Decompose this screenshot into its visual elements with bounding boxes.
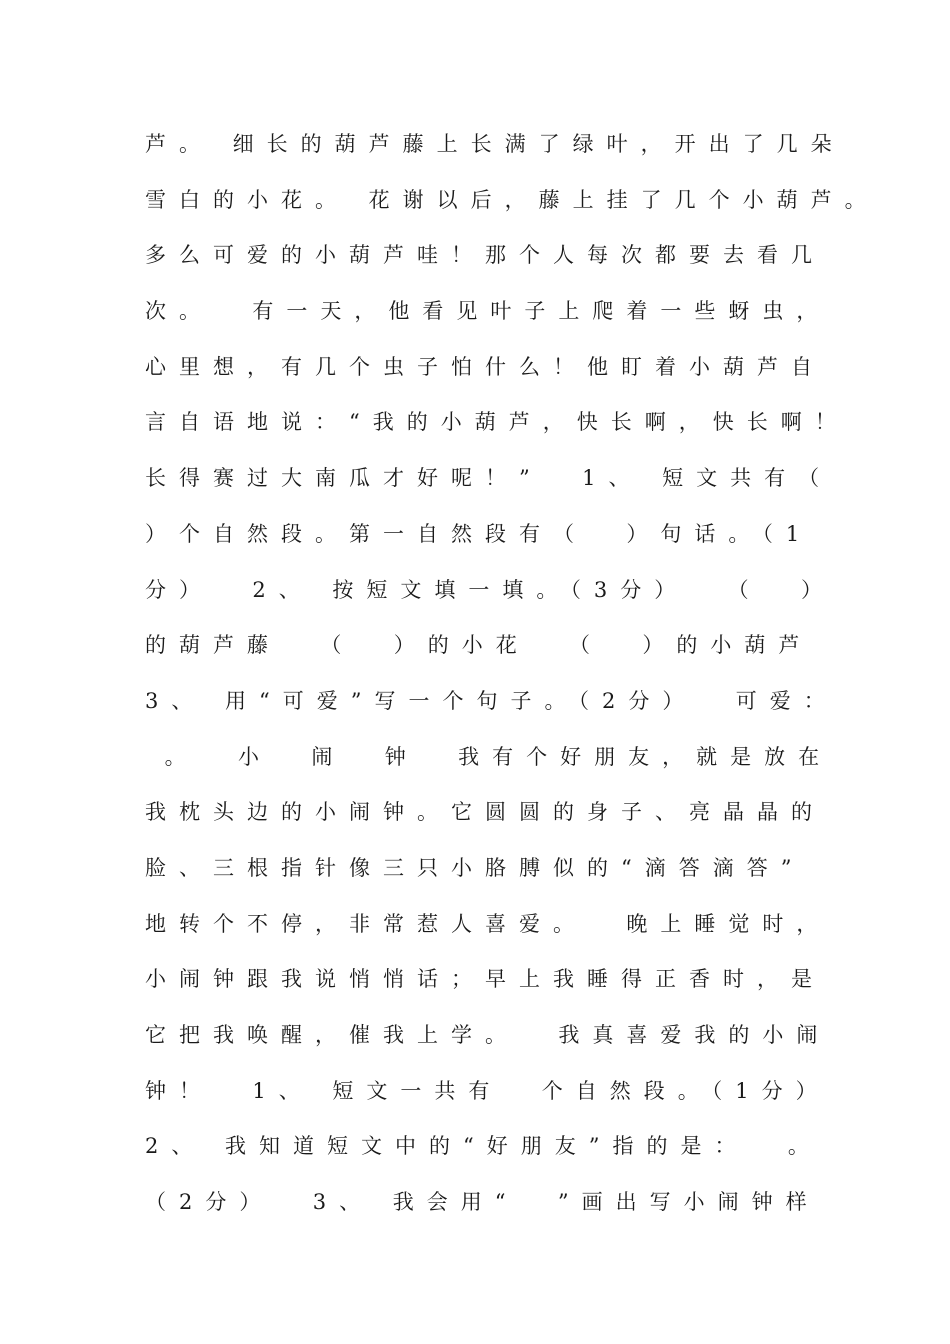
text-line-10: 的葫芦藤 （ ）的小花 （ ）的小葫芦	[145, 633, 813, 658]
text-line-9: 分） 2、 按短文填一填。（3分） （ ）	[145, 577, 835, 602]
text-line-16: 小闹钟跟我说悄悄话；早上我睡得正香时，是	[145, 967, 825, 992]
text-line-3: 多么可爱的小葫芦哇！那个人每次都要去看几	[145, 243, 825, 268]
text-line-2: 雪白的小花。 花谢以后，藤上挂了几个小葫芦。	[145, 187, 879, 212]
text-line-15: 地转个不停，非常惹人喜爱。 晚上睡觉时，	[145, 911, 831, 936]
text-line-13: 我枕头边的小闹钟。它圆圆的身子、亮晶晶的	[145, 800, 825, 825]
text-line-4: 次。 有一天，他看见叶子上爬着一些蚜虫，	[145, 299, 831, 324]
document-text-block	[145, 122, 879, 1236]
text-line-6: 言自语地说：“我的小葫芦，快长啊，快长啊！	[145, 410, 849, 435]
text-line-18: 钟！ 1、 短文一共有 个自然段。（1分）	[145, 1078, 830, 1103]
text-line-7: 长得赛过大南瓜才好呢！” 1、 短文共有（	[145, 466, 833, 491]
text-line-11: 3、 用“可爱”写一个句子。（2分） 可爱：	[145, 688, 838, 713]
text-line-5: 心里想，有几个虫子怕什么！他盯着小葫芦自	[145, 354, 825, 379]
text-line-1: 芦。 细长的葫芦藤上长满了绿叶，开出了几朵	[145, 132, 845, 156]
text-line-19: 2、 我知道短文中的“好朋友”指的是： 。	[145, 1134, 822, 1159]
text-line-14: 脸、三根指针像三只小胳膊似的“滴答滴答”	[145, 855, 805, 880]
text-line-12: 。 小 闹 钟 我有个好朋友，就是放在	[145, 744, 833, 769]
text-line-17: 它把我唤醒，催我上学。 我真喜爱我的小闹	[145, 1023, 831, 1047]
text-line-8: ）个自然段。第一自然段有（ ）句话。（1	[145, 521, 813, 546]
text-line-20: （2分） 3、 我会用“ ”画出写小闹钟样	[145, 1190, 820, 1215]
